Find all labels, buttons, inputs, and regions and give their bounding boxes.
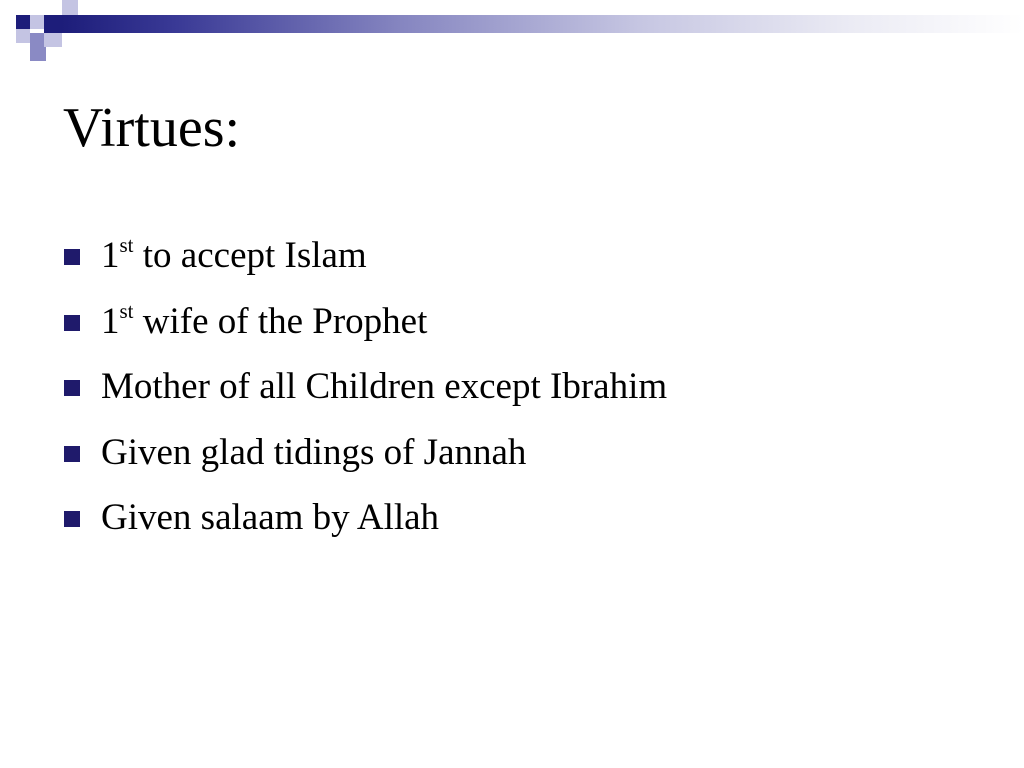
list-item: [64, 429, 667, 495]
deco-square: [30, 15, 44, 29]
bullet-list: [64, 232, 667, 560]
deco-square: [16, 15, 30, 29]
list-item: [64, 298, 667, 364]
list-item: [64, 494, 667, 560]
deco-square: [30, 33, 44, 47]
ordinal-suffix: st: [119, 298, 134, 323]
header-gradient-bar: [62, 15, 1024, 33]
bullet-text: [101, 232, 367, 280]
square-bullet-icon: [64, 380, 80, 396]
deco-square: [62, 0, 78, 15]
ordinal-number: 1: [101, 300, 120, 342]
ordinal-number: 1: [101, 235, 120, 276]
square-bullet-icon: [64, 249, 80, 265]
ordinal-suffix: st: [119, 233, 134, 257]
bullet-text: [101, 494, 439, 542]
deco-square: [30, 47, 46, 61]
square-bullet-icon: [64, 511, 80, 527]
square-bullet-icon: [64, 446, 80, 462]
list-item: [64, 363, 667, 429]
square-bullet-icon: [64, 315, 80, 331]
bullet-text: [101, 298, 427, 346]
deco-square: [44, 33, 62, 47]
deco-square: [16, 29, 30, 43]
bullet-text: [101, 363, 667, 411]
bullet-text: [101, 429, 526, 477]
bullet-label: Given salaam by Allah: [101, 497, 440, 538]
list-item: [64, 232, 667, 298]
slide-title: Virtues:: [63, 97, 241, 159]
deco-square: [44, 15, 62, 33]
bullet-label: to accept Islam: [133, 235, 367, 276]
bullet-label: Given glad tidings of Jannah: [101, 431, 527, 473]
bullet-label: Mother of all Children except Ibrahim: [101, 366, 668, 407]
bullet-label: wife of the Prophet: [133, 300, 428, 342]
